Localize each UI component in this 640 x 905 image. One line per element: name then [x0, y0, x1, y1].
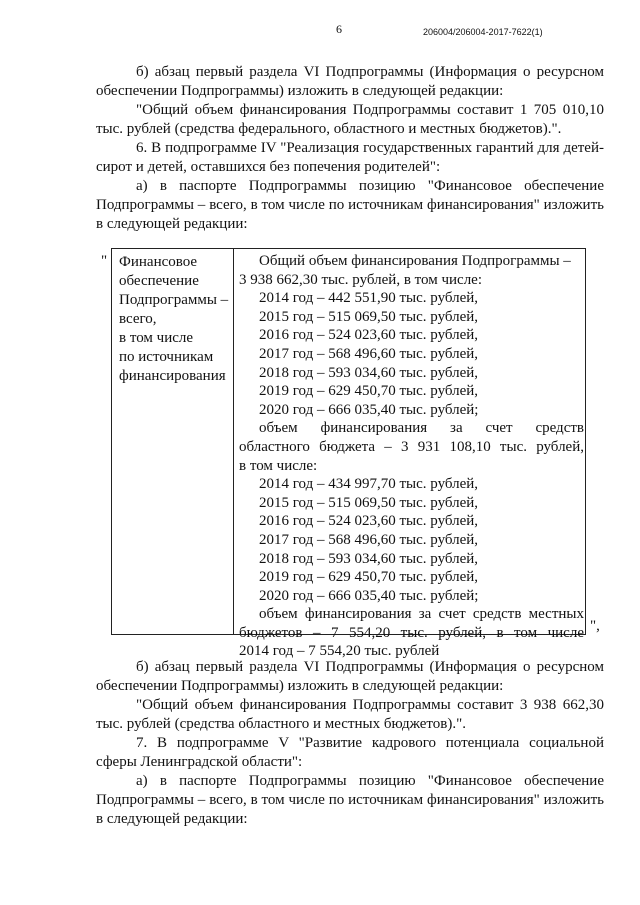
year-row: 2020 год – 666 035,40 тыс. рублей;	[259, 587, 479, 604]
table-open-quote: "	[101, 253, 108, 269]
regional-funding-amount: областного бюджета – 3 931 108,10 тыс. рублей,	[239, 438, 584, 455]
year-row: 2019 год – 629 450,70 тыс. рублей,	[259, 383, 479, 400]
document-number: 206004/206004-2017-7622(1)	[423, 27, 543, 37]
left-cell-line: Финансовое	[119, 254, 198, 270]
left-cell-line: всего,	[119, 311, 157, 327]
left-cell-line: финансирования	[119, 368, 226, 384]
year-row: 2019 год – 629 450,70 тыс. рублей,	[259, 569, 479, 586]
paragraph-b-section-vi: б) абзац первый раздела VI Подпрограммы (Информация о ресурсном обеспечении Подпрограммы) изложить в следующей редакции:	[96, 64, 604, 99]
total-funding-amount: 3 938 662,30 тыс. рублей, в том числе:	[239, 271, 483, 288]
regional-funding-incl: в том числе:	[239, 457, 318, 474]
paragraph-a-passport: а) в паспорте Подпрограммы позицию "Финансовое обеспечение Подпрограммы – всего, в том числе по источникам финансирования" изложить в следующей редакции:	[96, 178, 604, 232]
year-row: 2014 год – 442 551,90 тыс. рублей,	[259, 290, 479, 307]
paragraph-total-funding-quote: "Общий объем финансирования Подпрограммы составит 3 938 662,30 тыс. рублей (средства областного и местных бюджетов).".	[96, 697, 604, 732]
year-row: 2015 год – 515 069,50 тыс. рублей,	[259, 308, 479, 325]
local-funding-year: 2014 год – 7 554,20 тыс. рублей	[239, 643, 440, 660]
paragraph-item-7: 7. В подпрограмме V "Развитие кадрового потенциала социальной сферы Ленинградской области":	[96, 735, 604, 770]
paragraph-total-funding-quote: "Общий объем финансирования Подпрограммы составит 1 705 010,10 тыс. рублей (средства федерального, областного и местных бюджетов).".	[96, 102, 604, 137]
funding-table	[111, 248, 586, 660]
table-right-cell	[239, 252, 584, 661]
year-row: 2017 год – 568 496,60 тыс. рублей,	[259, 531, 479, 548]
paragraph-item-6: 6. В подпрограмме IV "Реализация государственных гарантий для детей-сирот и детей, оставшихся без попечения родителей":	[96, 140, 604, 175]
local-funding-amount: бюджетов – 7 554,20 тыс. рублей, в том числе	[239, 624, 584, 641]
left-cell-line: обеспечение	[119, 273, 199, 289]
total-funding-line: Общий объем финансирования Подпрограммы –	[259, 253, 571, 269]
table-column-divider	[233, 249, 234, 634]
paragraph-a-passport: а) в паспорте Подпрограммы позицию "Финансовое обеспечение Подпрограммы – всего, в том числе по источникам финансирования" изложить в следующей редакции:	[96, 773, 604, 827]
year-row: 2020 год – 666 035,40 тыс. рублей;	[259, 401, 479, 418]
regional-funding-line: объем финансирования за счет средств	[259, 420, 584, 437]
year-row: 2016 год – 524 023,60 тыс. рублей,	[259, 327, 479, 344]
year-row: 2017 год – 568 496,60 тыс. рублей,	[259, 345, 479, 362]
year-row: 2015 год – 515 069,50 тыс. рублей,	[259, 494, 479, 511]
year-row: 2016 год – 524 023,60 тыс. рублей,	[259, 513, 479, 530]
top-text-block	[96, 63, 604, 234]
year-row: 2018 год – 593 034,60 тыс. рублей,	[259, 364, 479, 381]
year-row: 2014 год – 434 997,70 тыс. рублей,	[259, 476, 479, 493]
left-cell-line: по источникам	[119, 349, 214, 365]
paragraph-b-section-vi: б) абзац первый раздела VI Подпрограммы (Информация о ресурсном обеспечении Подпрограммы) изложить в следующей редакции:	[96, 659, 604, 694]
left-cell-line: в том числе	[119, 330, 194, 346]
bottom-text-block	[96, 658, 604, 829]
table-close-quote: ",	[590, 618, 600, 634]
local-funding-line: объем финансирования за счет средств местных	[259, 606, 584, 623]
year-row: 2018 год – 593 034,60 тыс. рублей,	[259, 550, 479, 567]
left-cell-line: Подпрограммы –	[119, 292, 229, 308]
table-left-cell	[119, 253, 231, 386]
page-number: 6	[336, 22, 342, 36]
